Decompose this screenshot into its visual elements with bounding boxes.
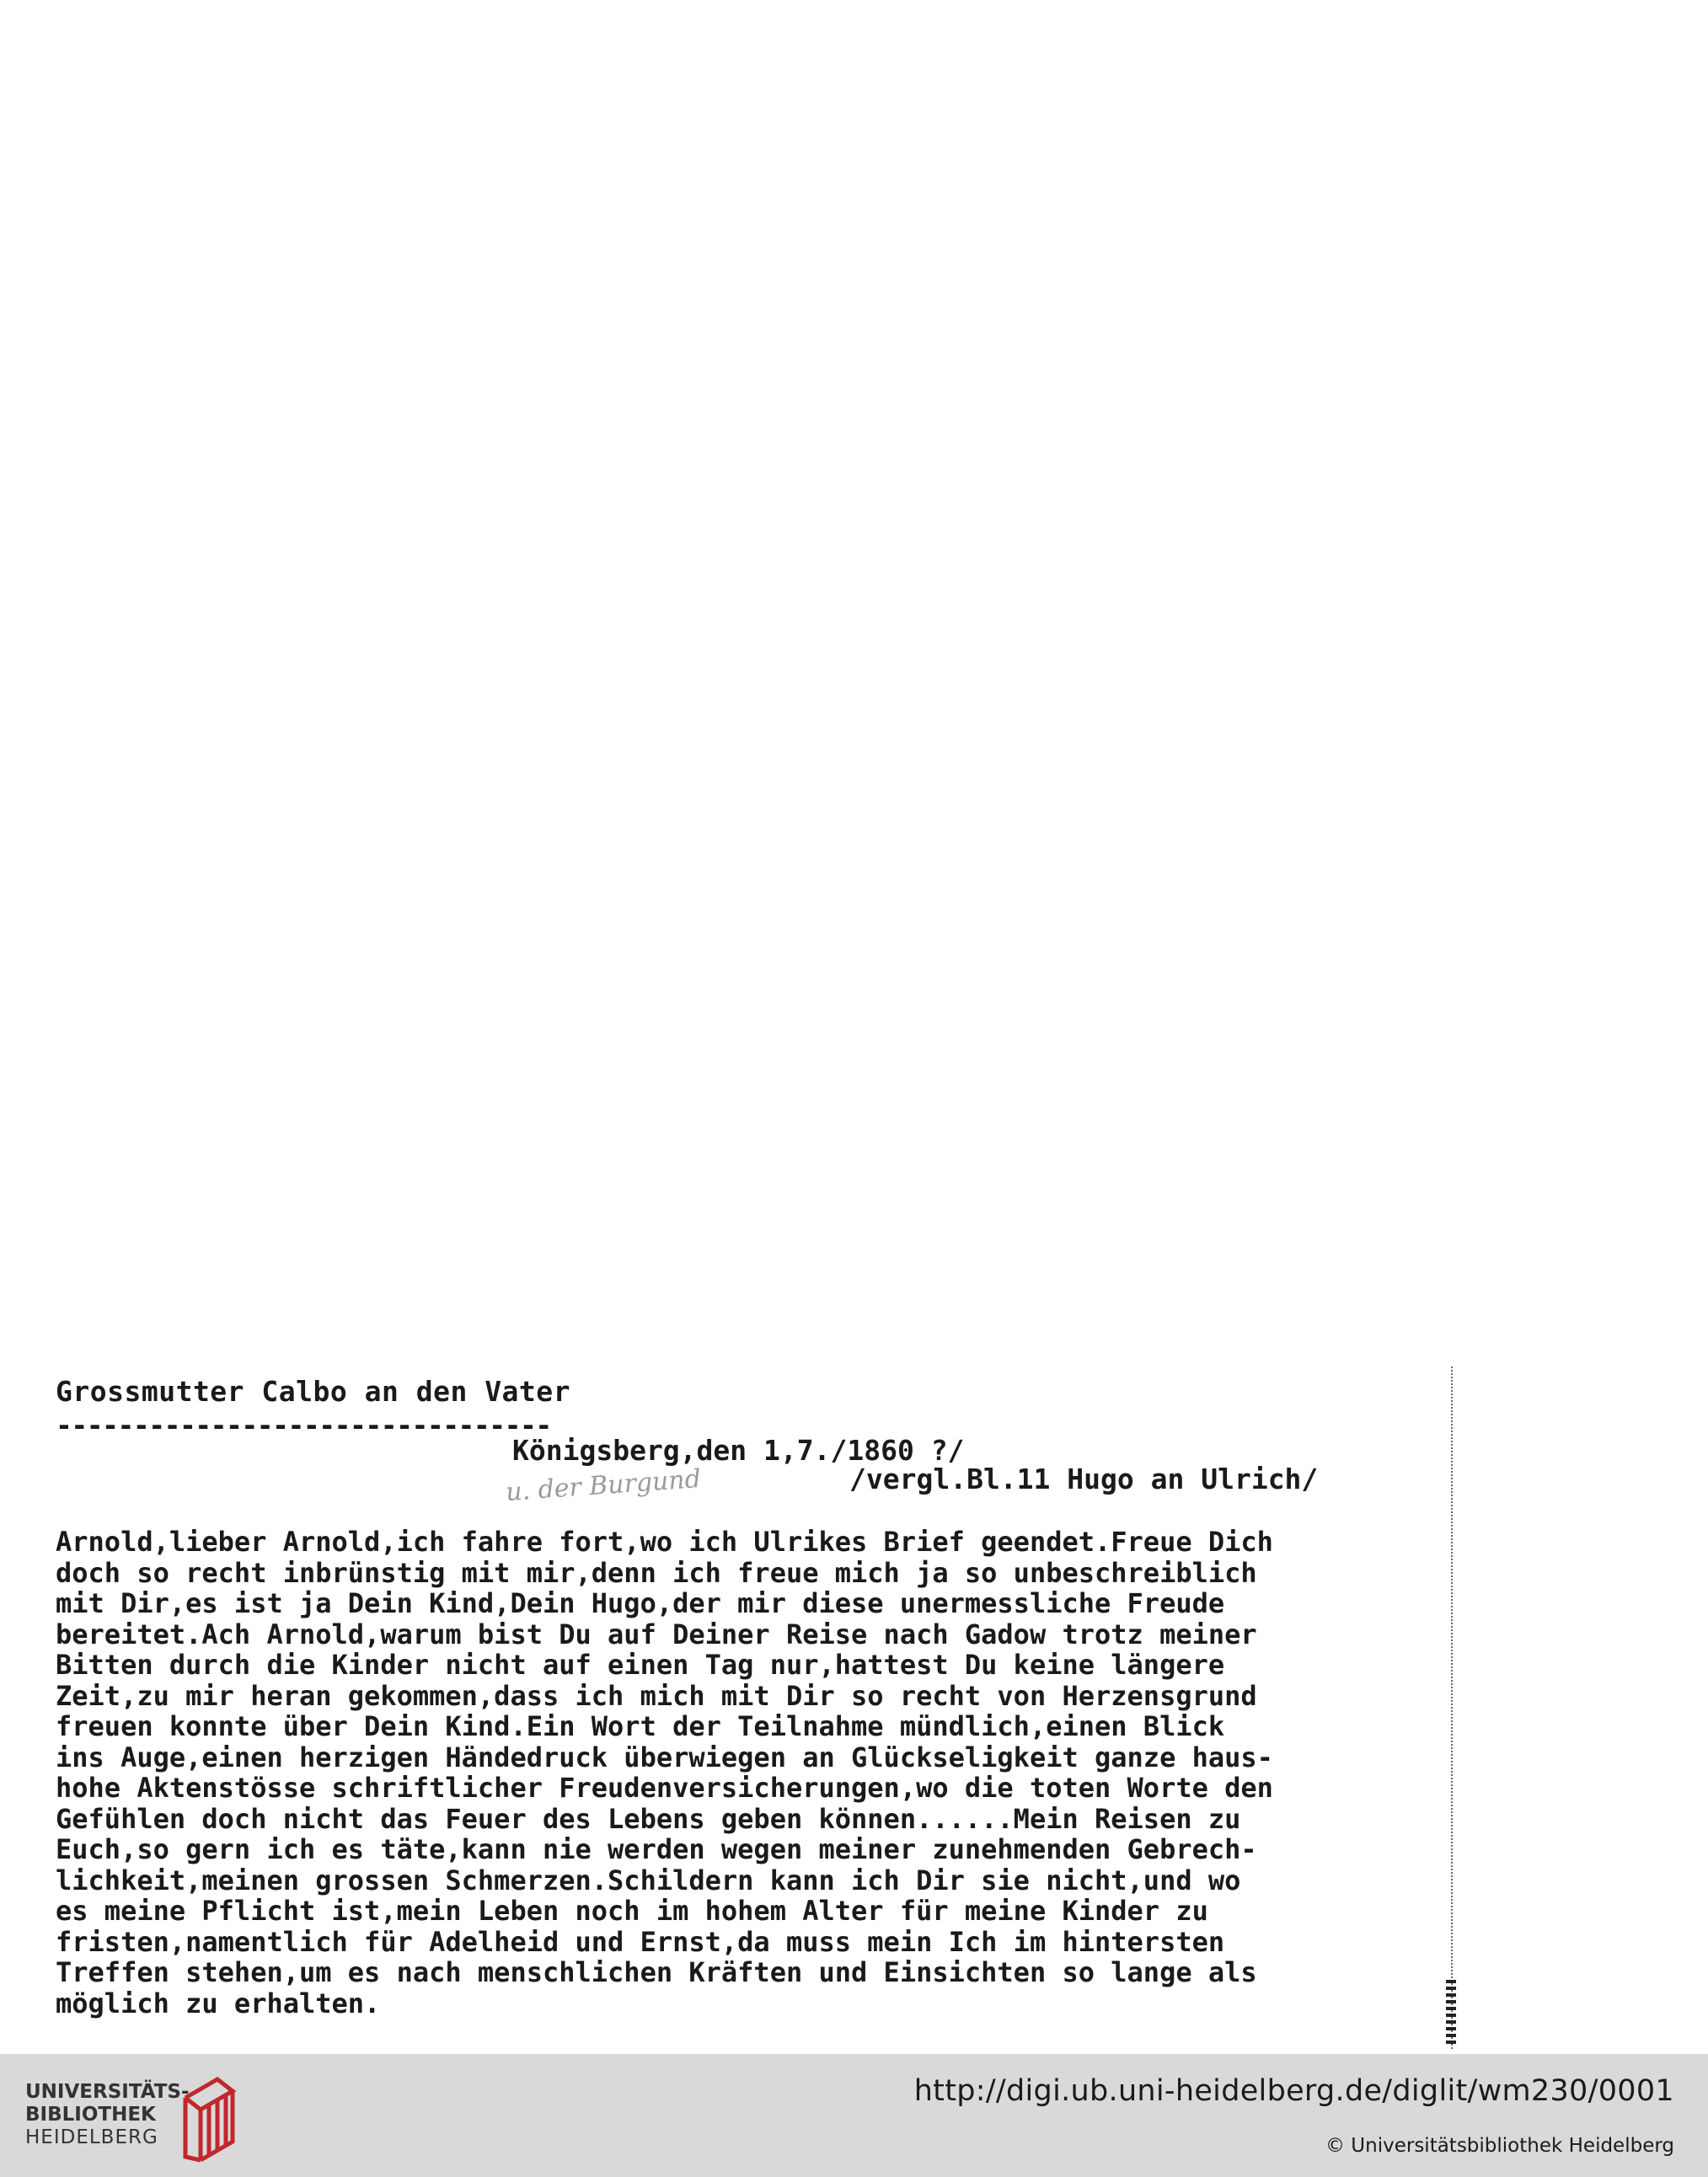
paper-edge-right	[1451, 1367, 1459, 2049]
body-line: ins Auge,einen herzigen Händedruck überwiegen an Glückseligkeit ganze haus-	[56, 1741, 1273, 1773]
reference-note: /vergl.Bl.11 Hugo an Ulrich/	[849, 1463, 1319, 1495]
body-line: mit Dir,es ist ja Dein Kind,Dein Hugo,der mir diese unermessliche Freude	[56, 1587, 1225, 1619]
footer-bar	[0, 2054, 1708, 2177]
body-line: Treffen stehen,um es nach menschlichen Kräften und Einsichten so lange als	[56, 1956, 1257, 1988]
body-line: möglich zu erhalten.	[56, 1987, 381, 2019]
body-line: Euch,so gern ich es täte,kann nie werden wegen meiner zunehmenden Gebrech-	[56, 1833, 1257, 1865]
handwritten-annotation: u. der Burgund	[505, 1463, 702, 1508]
logo-line-universitaets: UNIVERSITÄTS-	[25, 2081, 190, 2103]
body-line: bereitet.Ach Arnold,warum bist Du auf Deiner Reise nach Gadow trotz meiner	[56, 1618, 1257, 1650]
body-line: lichkeit,meinen grossen Schmerzen.Schildern kann ich Dir sie nicht,und wo	[56, 1864, 1241, 1896]
body-line: Gefühlen doch nicht das Feuer des Lebens geben können......Mein Reisen zu	[56, 1802, 1241, 1835]
body-line: fristen,namentlich für Adelheid und Ernst,da muss mein Ich im hintersten	[56, 1925, 1225, 1958]
library-logo-text	[25, 2081, 190, 2149]
body-line: Zeit,zu mir heran gekommen,dass ich mich mit Dir so recht von Herzensgrund	[56, 1679, 1257, 1712]
paper-edge-shadow	[1446, 1980, 1456, 2047]
body-line: doch so recht inbrünstig mit mir,denn ich freue mich ja so unbeschreiblich	[56, 1556, 1257, 1589]
logo-line-heidelberg: HEIDELBERG	[25, 2126, 158, 2148]
body-line: freuen konnte über Dein Kind.Ein Wort der Teilnahme mündlich,einen Blick	[56, 1710, 1225, 1742]
heading-underline: --------------------------------	[56, 1409, 551, 1442]
logo-line-bibliothek: BIBLIOTHEK	[25, 2104, 156, 2126]
permalink-url[interactable]: http://digi.ub.uni-heidelberg.de/diglit/wm230/0001	[913, 2074, 1674, 2108]
library-book-logo-icon	[167, 2073, 243, 2165]
body-line: hohe Aktenstösse schriftlicher Freudenversicherungen,wo die toten Worte den	[56, 1772, 1273, 1804]
letter-heading: Grossmutter Calbo an den Vater	[56, 1375, 571, 1408]
letter-body	[56, 1527, 1454, 2019]
place-date-line: Königsberg,den 1,7./1860 ?/	[512, 1434, 965, 1467]
body-line: Bitten durch die Kinder nicht auf einen Tag nur,hattest Du keine längere	[56, 1649, 1225, 1681]
body-line: es meine Pflicht ist,mein Leben noch im hohem Alter für meine Kinder zu	[56, 1895, 1208, 1927]
body-line: Arnold,lieber Arnold,ich fahre fort,wo ich Ulrikes Brief geendet.Freue Dich	[56, 1526, 1273, 1558]
copyright-notice: © Universitätsbibliothek Heidelberg	[1325, 2135, 1674, 2157]
